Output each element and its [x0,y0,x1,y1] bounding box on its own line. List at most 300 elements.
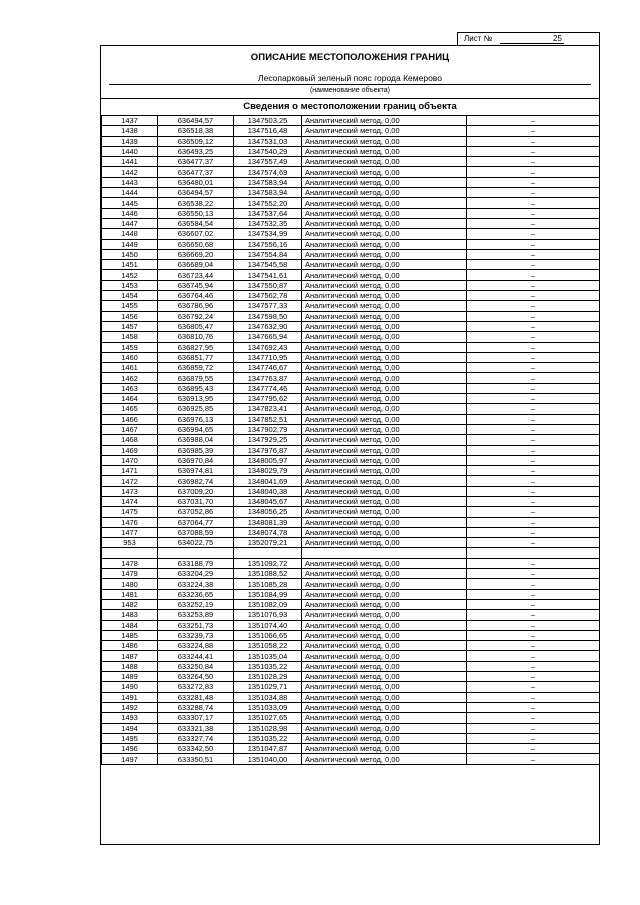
coordinate-y-cell: 1351034,88 [234,692,302,702]
object-name-underline [109,84,591,85]
table-row [102,713,600,723]
coordinate-x-cell: 633188,79 [158,558,234,568]
coordinate-x-cell: 636925,85 [158,404,234,414]
coordinate-y-cell: 1347795,62 [234,394,302,404]
method-cell: Аналитический метод, 0,00 [302,589,467,599]
object-name-caption: (наименование объекта) [309,87,391,94]
coordinate-y-cell: 1347774,46 [234,383,302,393]
point-number-cell: 1471 [102,466,158,476]
coordinate-y-cell: 1351085,28 [234,579,302,589]
table-row [102,239,600,249]
coordinate-y-cell: 1347763,87 [234,373,302,383]
table-row [102,661,600,671]
coordinate-x-cell: 636509,12 [158,136,234,146]
table-row [102,744,600,754]
coordinate-x-cell: 636745,94 [158,280,234,290]
method-cell: Аналитический метод, 0,00 [302,126,467,136]
point-number-cell [102,548,158,558]
coordinate-y-cell: 1347852,51 [234,414,302,424]
coordinate-y-cell: 1351028,98 [234,723,302,733]
dash-cell: – [467,610,600,620]
coordinate-y-cell: 1347577,33 [234,301,302,311]
coordinate-y-cell: 1351035,22 [234,661,302,671]
table-row [102,229,600,239]
coordinate-x-cell: 636493,25 [158,146,234,156]
dash-cell: – [467,630,600,640]
table-row [102,651,600,661]
method-cell: Аналитический метод, 0,00 [302,579,467,589]
method-cell: Аналитический метод, 0,00 [302,538,467,548]
coordinate-y-cell: 1347823,41 [234,404,302,414]
coordinate-x-cell: 633253,89 [158,610,234,620]
method-cell: Аналитический метод, 0,00 [302,249,467,259]
coordinate-x-cell: 633281,48 [158,692,234,702]
coordinate-y-cell: 1351082,09 [234,599,302,609]
coordinate-y-cell: 1351074,40 [234,620,302,630]
dash-cell: – [467,527,600,537]
coordinate-y-cell: 1347692,43 [234,342,302,352]
dash-cell: – [467,352,600,362]
point-number-cell: 1494 [102,723,158,733]
point-number-cell: 1479 [102,569,158,579]
dash-cell: – [467,424,600,434]
coordinate-x-cell: 637088,59 [158,527,234,537]
table-row [102,208,600,218]
coordinate-y-cell: 1348045,67 [234,496,302,506]
dash-cell: – [467,486,600,496]
dash-cell: – [467,558,600,568]
coordinate-y-cell: 1348040,38 [234,486,302,496]
dash-cell: – [467,311,600,321]
table-row [102,630,600,640]
method-cell: Аналитический метод, 0,00 [302,404,467,414]
sheet-number: 25 [553,34,562,43]
coordinate-x-cell: 636913,95 [158,394,234,404]
coordinate-y-cell: 1347545,58 [234,260,302,270]
table-row [102,301,600,311]
table-row [102,342,600,352]
table-row [102,167,600,177]
coordinate-y-cell: 1347557,49 [234,157,302,167]
table-row [102,352,600,362]
method-cell: Аналитический метод, 0,00 [302,610,467,620]
method-cell: Аналитический метод, 0,00 [302,445,467,455]
method-cell: Аналитический метод, 0,00 [302,146,467,156]
table-row [102,692,600,702]
dash-cell: – [467,239,600,249]
coordinate-y-cell: 1348005,97 [234,455,302,465]
coordinate-y-cell: 1351029,71 [234,682,302,692]
dash-cell: – [467,579,600,589]
method-cell: Аналитический метод, 0,00 [302,116,467,126]
method-cell: Аналитический метод, 0,00 [302,167,467,177]
method-cell: Аналитический метод, 0,00 [302,682,467,692]
point-number-cell: 1459 [102,342,158,352]
table-row [102,321,600,331]
method-cell: Аналитический метод, 0,00 [302,558,467,568]
table-row [102,280,600,290]
coordinate-x-cell: 637009,20 [158,486,234,496]
dash-cell: – [467,208,600,218]
dash-cell: – [467,260,600,270]
dash-cell: – [467,157,600,167]
point-number-cell: 1486 [102,641,158,651]
dash-cell: – [467,733,600,743]
coordinate-y-cell: 1347540,29 [234,146,302,156]
dash-cell: – [467,414,600,424]
point-number-cell: 1475 [102,507,158,517]
coordinate-x-cell: 636970,84 [158,455,234,465]
point-number-cell: 1496 [102,744,158,754]
dash-cell: – [467,466,600,476]
coordinate-y-cell: 1351047,87 [234,744,302,754]
dash-cell: – [467,589,600,599]
coordinate-y-cell: 1347665,94 [234,332,302,342]
table-row [102,363,600,373]
coordinate-y-cell: 1351033,09 [234,702,302,712]
coordinate-x-cell: 636494,57 [158,188,234,198]
point-number-cell: 1440 [102,146,158,156]
coordinate-x-cell: 633236,65 [158,589,234,599]
table-row [102,476,600,486]
table-row [102,177,600,187]
dash-cell: – [467,394,600,404]
dash-cell: – [467,692,600,702]
method-cell: Аналитический метод, 0,00 [302,394,467,404]
point-number-cell: 1487 [102,651,158,661]
dash-cell: – [467,146,600,156]
method-cell: Аналитический метод, 0,00 [302,136,467,146]
point-number-cell: 1462 [102,373,158,383]
dash-cell: – [467,270,600,280]
method-cell: Аналитический метод, 0,00 [302,476,467,486]
dash-cell: – [467,249,600,259]
dash-cell: – [467,496,600,506]
method-cell: Аналитический метод, 0,00 [302,270,467,280]
dash-cell: – [467,404,600,414]
dash-cell: – [467,218,600,228]
method-cell: Аналитический метод, 0,00 [302,260,467,270]
point-number-cell: 1466 [102,414,158,424]
coordinate-y-cell: 1347632,90 [234,321,302,331]
coordinate-x-cell [158,548,234,558]
method-cell: Аналитический метод, 0,00 [302,188,467,198]
coordinate-x-cell: 636723,44 [158,270,234,280]
dash-cell: – [467,229,600,239]
coordinate-x-cell: 636805,47 [158,321,234,331]
coordinate-x-cell: 633342,50 [158,744,234,754]
point-number-cell: 1465 [102,404,158,414]
point-number-cell: 1477 [102,527,158,537]
point-number-cell: 1443 [102,177,158,187]
table-row [102,404,600,414]
method-cell [302,548,467,558]
coordinate-x-cell: 633204,29 [158,569,234,579]
coordinate-x-cell: 636607,02 [158,229,234,239]
dash-cell: – [467,651,600,661]
coordinate-x-cell: 633327,74 [158,733,234,743]
document-title: ОПИСАНИЕ МЕСТОПОЛОЖЕНИЯ ГРАНИЦ [250,52,450,63]
coordinate-x-cell: 636827,95 [158,342,234,352]
coordinate-y-cell: 1348081,39 [234,517,302,527]
point-number-cell: 1484 [102,620,158,630]
point-number-cell: 1480 [102,579,158,589]
method-cell: Аналитический метод, 0,00 [302,527,467,537]
coordinate-x-cell: 633321,38 [158,723,234,733]
coordinate-y-cell: 1351040,00 [234,754,302,764]
table-row [102,188,600,198]
table-row [102,599,600,609]
dash-cell: – [467,126,600,136]
point-number-cell: 1478 [102,558,158,568]
coordinate-y-cell: 1347583,94 [234,188,302,198]
table-row [102,641,600,651]
coordinate-x-cell: 636985,39 [158,445,234,455]
table-row [102,157,600,167]
point-number-cell: 1458 [102,332,158,342]
dash-cell: – [467,744,600,754]
point-number-cell: 1473 [102,486,158,496]
point-number-cell: 1493 [102,713,158,723]
coordinate-x-cell: 636480,01 [158,177,234,187]
method-cell: Аналитический метод, 0,00 [302,301,467,311]
dash-cell [467,548,600,558]
dash-cell: – [467,373,600,383]
point-number-cell: 1485 [102,630,158,640]
point-number-cell: 1497 [102,754,158,764]
dash-cell: – [467,476,600,486]
method-cell: Аналитический метод, 0,00 [302,692,467,702]
point-number-cell: 1488 [102,661,158,671]
point-number-cell: 1455 [102,301,158,311]
dash-cell: – [467,445,600,455]
point-number-cell: 1447 [102,218,158,228]
method-cell: Аналитический метод, 0,00 [302,723,467,733]
section-title: Сведения о местоположении границ объекта [101,98,599,114]
table-row [102,116,600,126]
method-cell: Аналитический метод, 0,00 [302,466,467,476]
coordinate-y-cell: 1347598,50 [234,311,302,321]
point-number-cell: 1470 [102,455,158,465]
method-cell: Аналитический метод, 0,00 [302,661,467,671]
point-number-cell: 1439 [102,136,158,146]
coordinate-x-cell: 636895,43 [158,383,234,393]
coordinate-x-cell: 633264,50 [158,672,234,682]
coordinate-x-cell: 633252,19 [158,599,234,609]
document-frame [100,45,600,845]
method-cell: Аналитический метод, 0,00 [302,435,467,445]
point-number-cell: 1474 [102,496,158,506]
coordinate-x-cell: 633239,73 [158,630,234,640]
coordinate-x-cell: 636538,22 [158,198,234,208]
method-cell: Аналитический метод, 0,00 [302,507,467,517]
dash-cell: – [467,569,600,579]
dash-cell: – [467,455,600,465]
table-row [102,373,600,383]
coordinate-y-cell: 1347503,25 [234,116,302,126]
table-row [102,527,600,537]
table-row [102,507,600,517]
method-cell: Аналитический метод, 0,00 [302,517,467,527]
dash-cell: – [467,641,600,651]
point-number-cell: 1437 [102,116,158,126]
table-row [102,332,600,342]
coordinate-y-cell: 1347516,48 [234,126,302,136]
coordinate-y-cell: 1348056,25 [234,507,302,517]
table-row [102,126,600,136]
point-number-cell: 1482 [102,599,158,609]
point-number-cell: 1461 [102,363,158,373]
sheet-label: Лист № [464,34,493,43]
coordinate-y-cell: 1347550,87 [234,280,302,290]
table-row [102,311,600,321]
table-row [102,198,600,208]
table-row [102,445,600,455]
method-cell: Аналитический метод, 0,00 [302,641,467,651]
table-row [102,682,600,692]
coordinate-x-cell: 637052,86 [158,507,234,517]
method-cell: Аналитический метод, 0,00 [302,620,467,630]
point-number-cell: 953 [102,538,158,548]
coordinates-table [101,115,600,765]
coordinate-x-cell: 633251,73 [158,620,234,630]
table-row [102,558,600,568]
coordinate-x-cell: 636650,68 [158,239,234,249]
point-number-cell: 1495 [102,733,158,743]
dash-cell: – [467,301,600,311]
coordinate-y-cell: 1351058,22 [234,641,302,651]
object-name: Лесопарковый зеленый пояс города Кемерово [258,73,442,83]
method-cell: Аналитический метод, 0,00 [302,754,467,764]
dash-cell: – [467,661,600,671]
table-row [102,291,600,301]
coordinate-x-cell: 636494,57 [158,116,234,126]
method-cell: Аналитический метод, 0,00 [302,630,467,640]
table-row [102,249,600,259]
coordinate-x-cell: 636982,74 [158,476,234,486]
coordinate-y-cell [234,548,302,558]
coordinate-x-cell: 636810,76 [158,332,234,342]
coordinate-y-cell: 1352079,21 [234,538,302,548]
table-row [102,146,600,156]
coordinate-x-cell: 636584,54 [158,218,234,228]
method-cell: Аналитический метод, 0,00 [302,424,467,434]
method-cell: Аналитический метод, 0,00 [302,672,467,682]
coordinate-x-cell: 636988,04 [158,435,234,445]
method-cell: Аналитический метод, 0,00 [302,702,467,712]
table-row [102,538,600,548]
method-cell: Аналитический метод, 0,00 [302,218,467,228]
point-number-cell: 1449 [102,239,158,249]
point-number-cell: 1451 [102,260,158,270]
coordinate-x-cell: 636792,24 [158,311,234,321]
coordinate-x-cell: 633244,41 [158,651,234,661]
dash-cell: – [467,507,600,517]
dash-cell: – [467,723,600,733]
coordinate-x-cell: 633224,38 [158,579,234,589]
coordinate-y-cell: 1347574,69 [234,167,302,177]
table-row [102,723,600,733]
method-cell: Аналитический метод, 0,00 [302,291,467,301]
method-cell: Аналитический метод, 0,00 [302,352,467,362]
point-number-cell: 1491 [102,692,158,702]
coordinate-y-cell: 1347556,16 [234,239,302,249]
method-cell: Аналитический метод, 0,00 [302,177,467,187]
coordinate-x-cell: 636974,81 [158,466,234,476]
point-number-cell: 1448 [102,229,158,239]
table-row [102,548,600,558]
coordinate-y-cell: 1351035,22 [234,733,302,743]
point-number-cell: 1467 [102,424,158,434]
coordinate-x-cell: 636976,13 [158,414,234,424]
dash-cell: – [467,713,600,723]
dash-cell: – [467,363,600,373]
table-row [102,414,600,424]
method-cell: Аналитический метод, 0,00 [302,599,467,609]
method-cell: Аналитический метод, 0,00 [302,198,467,208]
coordinate-x-cell: 636689,04 [158,260,234,270]
method-cell: Аналитический метод, 0,00 [302,486,467,496]
coordinate-y-cell: 1347532,35 [234,218,302,228]
coordinate-y-cell: 1347976,87 [234,445,302,455]
point-number-cell: 1444 [102,188,158,198]
coordinate-y-cell: 1348041,69 [234,476,302,486]
table-row [102,466,600,476]
coordinate-y-cell: 1347583,94 [234,177,302,187]
dash-cell: – [467,383,600,393]
coordinate-x-cell: 633288,74 [158,702,234,712]
method-cell: Аналитический метод, 0,00 [302,321,467,331]
dash-cell: – [467,599,600,609]
coordinate-y-cell: 1351076,93 [234,610,302,620]
coordinate-y-cell: 1347554,84 [234,249,302,259]
coordinate-y-cell: 1347929,25 [234,435,302,445]
point-number-cell: 1481 [102,589,158,599]
coordinates-table-body [102,116,600,765]
point-number-cell: 1468 [102,435,158,445]
coordinate-y-cell: 1351092,72 [234,558,302,568]
dash-cell: – [467,291,600,301]
dash-cell: – [467,754,600,764]
dash-cell: – [467,321,600,331]
dash-cell: – [467,136,600,146]
dash-cell: – [467,167,600,177]
table-row [102,496,600,506]
table-row [102,672,600,682]
dash-cell: – [467,672,600,682]
dash-cell: – [467,702,600,712]
dash-cell: – [467,280,600,290]
dash-cell: – [467,435,600,445]
point-number-cell: 1489 [102,672,158,682]
dash-cell: – [467,517,600,527]
table-row [102,589,600,599]
coordinate-y-cell: 1351084,99 [234,589,302,599]
table-row [102,394,600,404]
coordinate-x-cell: 636518,38 [158,126,234,136]
coordinate-x-cell: 636550,13 [158,208,234,218]
table-row [102,455,600,465]
point-number-cell: 1469 [102,445,158,455]
coordinate-x-cell: 637064,77 [158,517,234,527]
table-row [102,218,600,228]
coordinate-x-cell: 636669,20 [158,249,234,259]
table-row [102,569,600,579]
dash-cell: – [467,116,600,126]
coordinate-y-cell: 1351035,04 [234,651,302,661]
dash-cell: – [467,332,600,342]
point-number-cell: 1445 [102,198,158,208]
